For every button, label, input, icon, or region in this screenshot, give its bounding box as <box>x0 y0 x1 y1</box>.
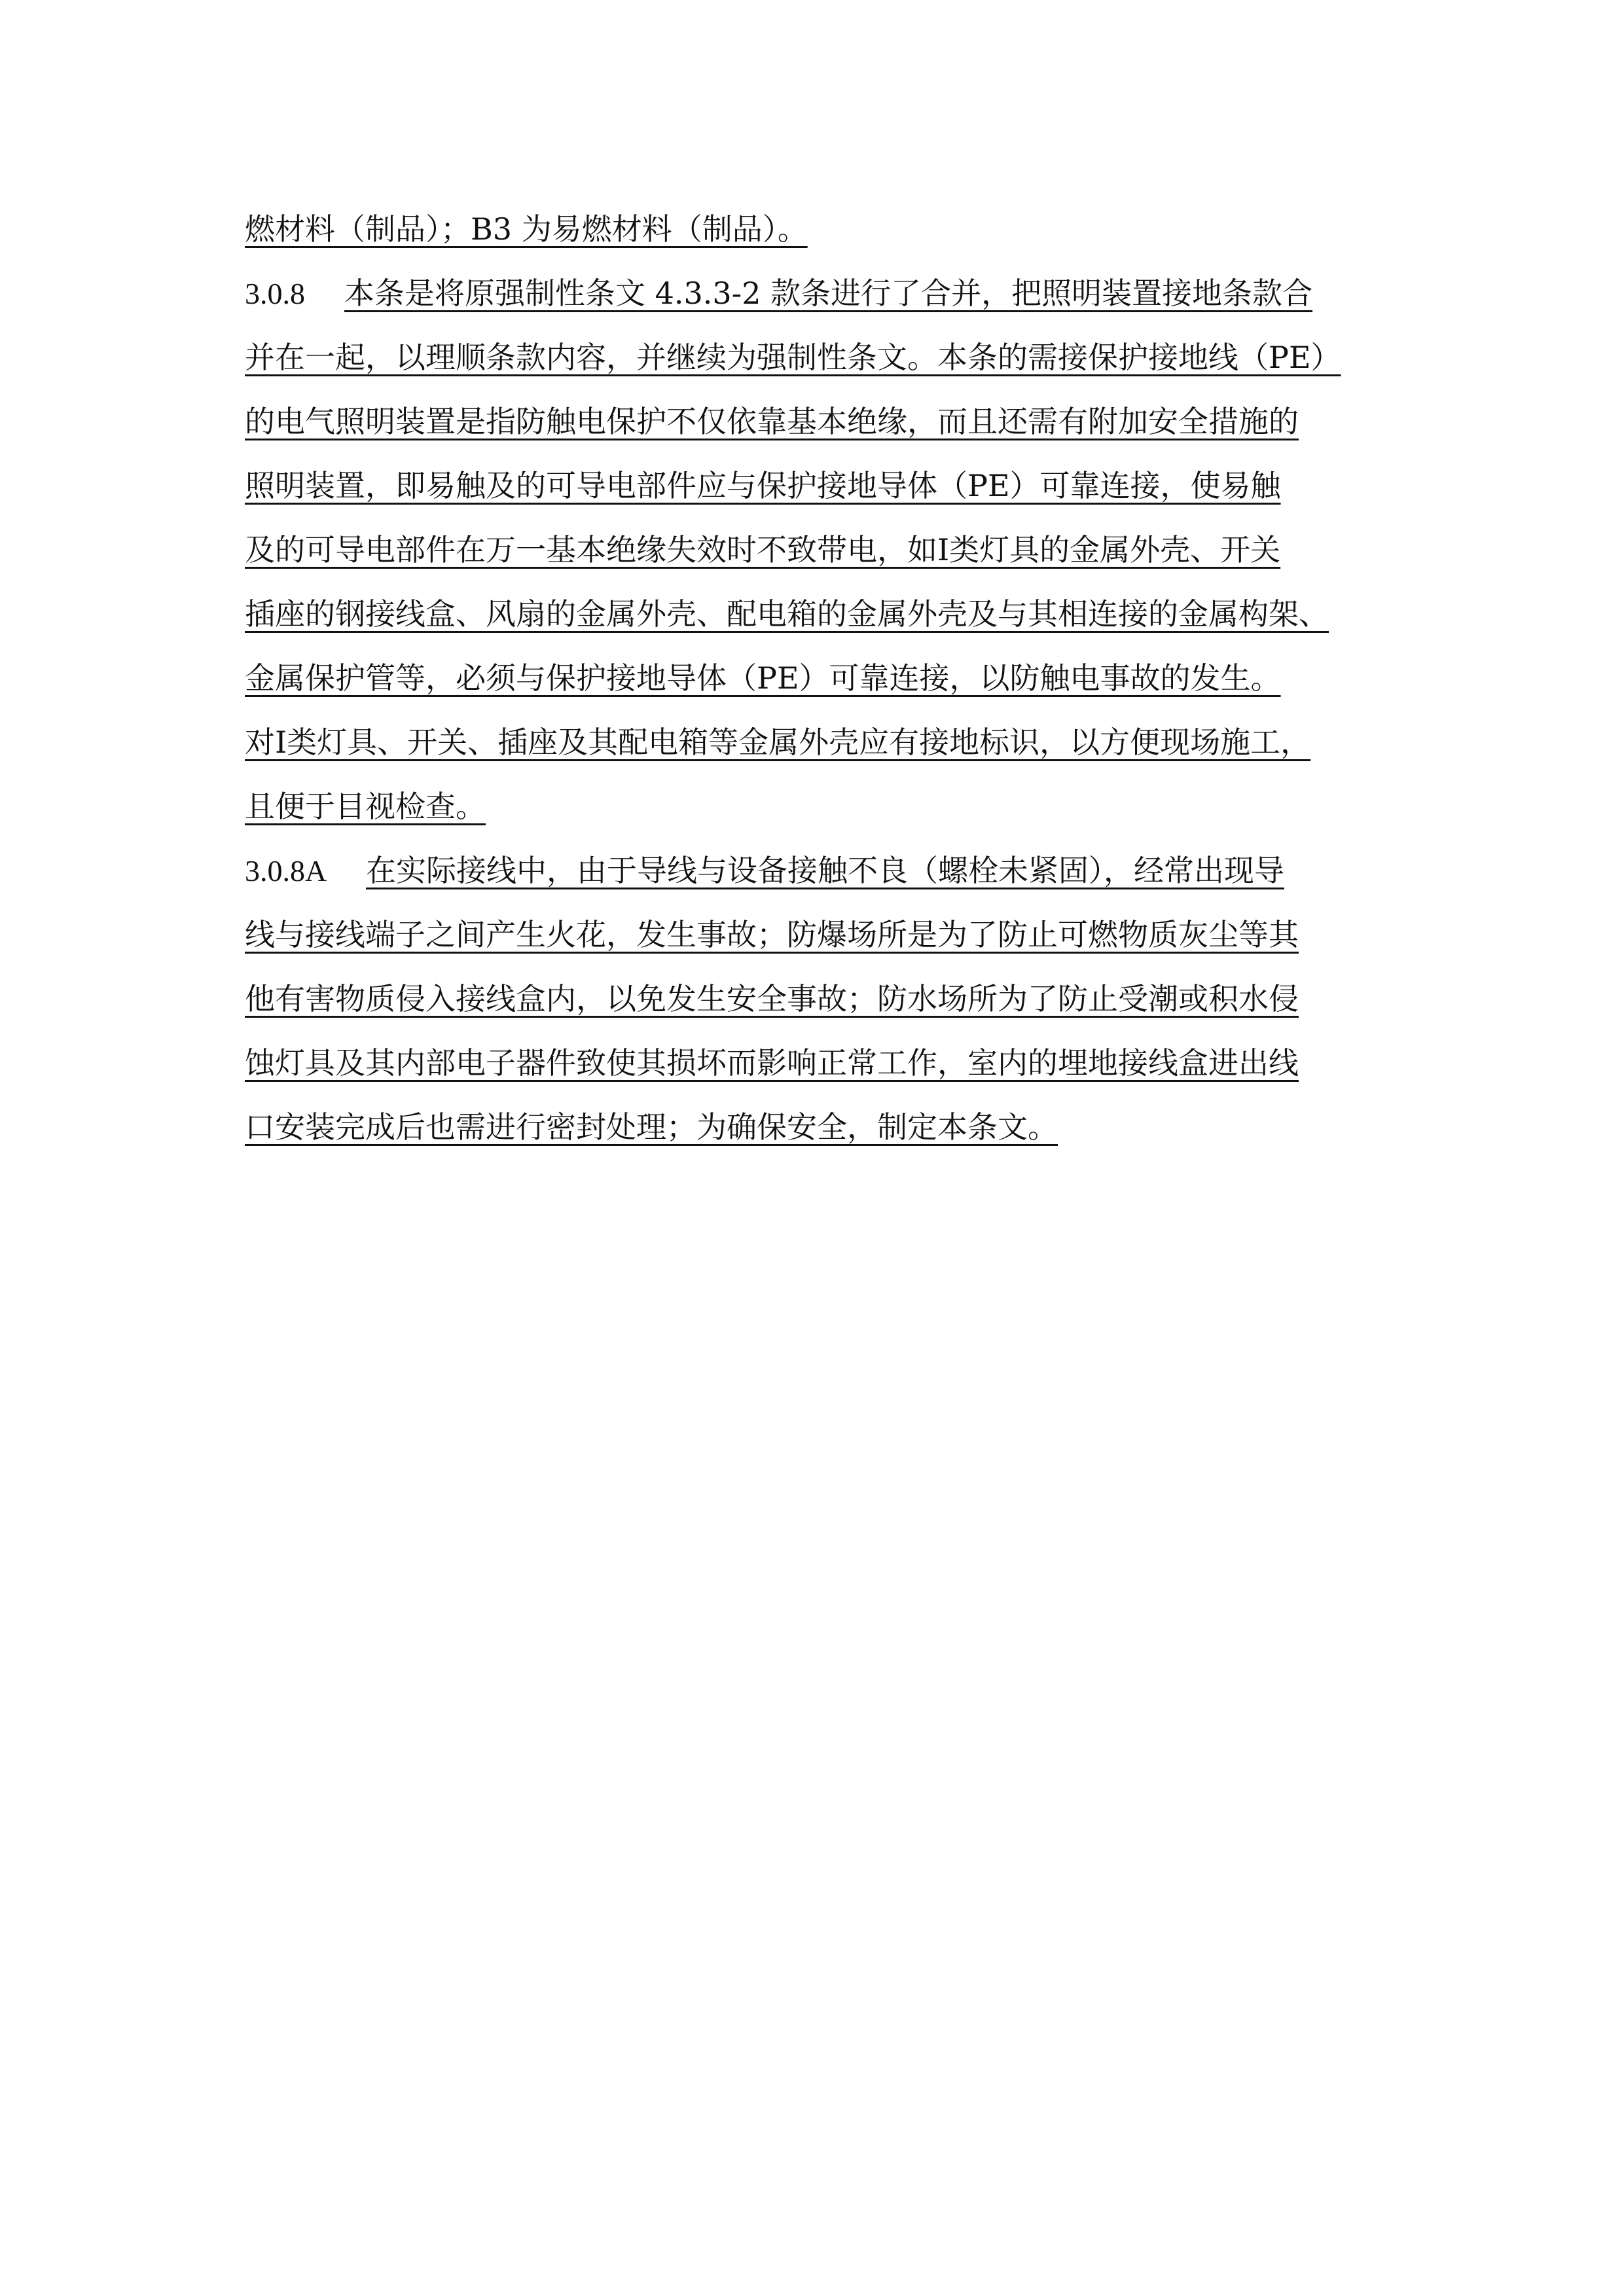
text-line <box>245 459 1281 512</box>
line-text: 在实际接线中，由于导线与设备接触不良（螺栓未紧固），经常出现导 <box>366 853 1284 888</box>
line-text: 口安装完成后也需进行密封处理；为确保安全，制定本条文。 <box>245 1109 1058 1145</box>
clause-number: 3.0.8 <box>245 277 305 310</box>
line-text: 及的可导电部件在万一基本绝缘失效时不致带电，如I类灯具的金属外壳、开关 <box>245 532 1281 567</box>
line-text: 燃材料（制品）；B3 为易燃材料（制品）。 <box>245 211 808 247</box>
line-text: 本条是将原强制性条文 4.3.3-2 款条进行了合并，把照明装置接地条款合 <box>344 276 1313 311</box>
clause-3-0-8 <box>245 267 1312 319</box>
text-line <box>245 716 1310 768</box>
text-line <box>245 973 1299 1025</box>
line-text: 他有害物质侵入接线盒内，以免发生安全事故；防水场所为了防止受潮或积水侵 <box>245 981 1299 1016</box>
line-text: 线与接线端子之间产生火花，发生事故；防爆场所是为了防止可燃物质灰尘等其 <box>245 917 1299 952</box>
line-text: 金属保护管等，必须与保护接地导体（PE）可靠连接，以防触电事故的发生。 <box>245 660 1281 696</box>
text-line <box>245 652 1281 704</box>
clause-number: 3.0.8A <box>245 854 327 888</box>
text-line <box>245 588 1329 640</box>
line-text: 且便于目视检查。 <box>245 789 486 824</box>
text-line <box>245 331 1341 384</box>
line-text: 对I类灯具、开关、插座及其配电箱等金属外壳应有接地标识，以方便现场施工， <box>245 725 1311 760</box>
line-text: 蚀灯具及其内部电子器件致使其损坏而影响正常工作，室内的埋地接线盒进出线 <box>245 1045 1299 1081</box>
clause-3-0-8A <box>245 844 1284 897</box>
text-line <box>245 203 808 255</box>
text-line <box>245 780 486 833</box>
line-text: 插座的钢接线盒、风扇的金属外壳、配电箱的金属外壳及与其相连接的金属构架、 <box>245 596 1329 632</box>
text-line <box>245 395 1299 448</box>
text-line <box>245 524 1280 576</box>
text-line <box>245 1037 1299 1089</box>
line-text: 的电气照明装置是指防触电保护不仅依靠基本绝缘，而且还需有附加安全措施的 <box>245 404 1299 439</box>
line-text: 并在一起，以理顺条款内容，并继续为强制性条文。本条的需接保护接地线（PE） <box>245 340 1341 375</box>
text-line <box>245 908 1299 961</box>
line-text: 照明装置，即易触及的可导电部件应与保护接地导体（PE）可靠连接，使易触 <box>245 468 1281 503</box>
text-line <box>245 1101 1058 1153</box>
